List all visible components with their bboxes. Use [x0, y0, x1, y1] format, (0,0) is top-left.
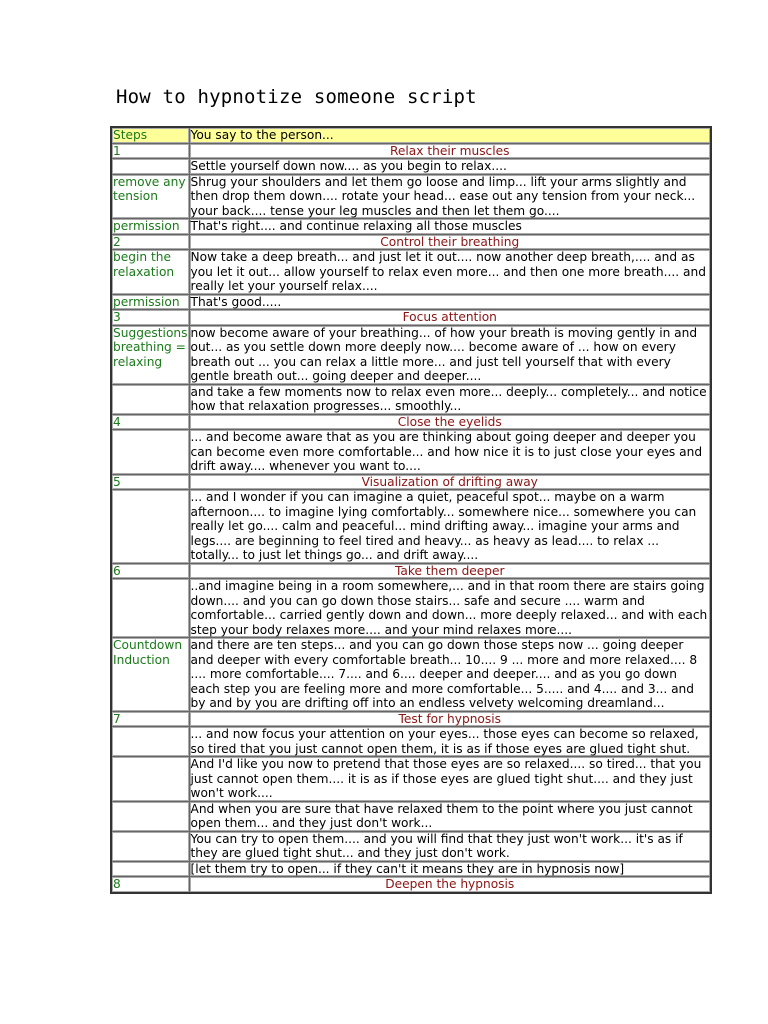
table-row — [111, 174, 711, 219]
script-text: Settle yourself down now.... as you begin to relax.... — [189, 159, 711, 175]
script-text: That's right.... and continue relaxing all those muscles — [189, 219, 711, 235]
step-cell — [111, 159, 189, 175]
table-row — [111, 861, 711, 877]
table-row — [111, 325, 711, 384]
script-text: and take a few moments now to relax even more... deeply... completely... and notice how that relaxation progresses... smoothly... — [189, 384, 711, 414]
section-title: Close the eyelids — [189, 414, 711, 430]
step-cell: Suggestions breathing = relaxing — [111, 325, 189, 384]
section-row — [111, 310, 711, 326]
step-cell — [111, 801, 189, 831]
step-cell: begin the relaxation — [111, 250, 189, 295]
script-table-body — [111, 127, 711, 893]
script-text: That's good..... — [189, 294, 711, 310]
step-cell: 6 — [111, 563, 189, 579]
script-text: ... and now focus your attention on your eyes... those eyes can become so relaxed, so tired that you just cannot open them, it is as if those eyes are glued tight shut. — [189, 727, 711, 757]
step-cell — [111, 861, 189, 877]
script-table — [110, 126, 712, 894]
table-row — [111, 490, 711, 564]
table-row — [111, 384, 711, 414]
step-cell — [111, 430, 189, 475]
page-title: How to hypnotize someone script — [116, 86, 477, 108]
step-cell — [111, 831, 189, 861]
script-text: Now take a deep breath... and just let it out.... now another deep breath,.... and as you let it out... allow yourself to relax even more... and then one more breath.... and really let your yourself relax.... — [189, 250, 711, 295]
step-cell: 8 — [111, 877, 189, 893]
step-cell — [111, 490, 189, 564]
table-row — [111, 219, 711, 235]
steps-header: Steps — [111, 127, 189, 143]
script-text: ... and I wonder if you can imagine a quiet, peaceful spot... maybe on a warm afternoon.... to imagine lying comfortably... somewhere nice... somewhere you can really let go.... calm and peaceful... mind drifting away... imagine your arms and legs.... are beginning to feel tired and heavy... as heavy as lead.... to relax ... totally... to just let things go... and drift away.... — [189, 490, 711, 564]
section-title: Focus attention — [189, 310, 711, 326]
table-header-row — [111, 127, 711, 143]
section-title: Relax their muscles — [189, 143, 711, 159]
section-title: Test for hypnosis — [189, 711, 711, 727]
step-cell: 2 — [111, 234, 189, 250]
section-row — [111, 563, 711, 579]
section-row — [111, 143, 711, 159]
script-text: ..and imagine being in a room somewhere,... and in that room there are stairs going down.... and you can go down those stairs... safe and secure .... warm and comfortable... carried gently down and down... more deeply relaxed... and with each step your body relaxes more.... and your mind relaxes more.... — [189, 579, 711, 638]
step-cell: 5 — [111, 474, 189, 490]
step-cell: permission — [111, 219, 189, 235]
step-cell — [111, 384, 189, 414]
script-text: Shrug your shoulders and let them go loose and limp... lift your arms slightly and then drop them down.... rotate your head... ease out any tension from your neck... your back.... tense your leg muscles and then let them go.... — [189, 174, 711, 219]
section-title: Take them deeper — [189, 563, 711, 579]
step-cell: 3 — [111, 310, 189, 326]
script-text: and there are ten steps... and you can go down those steps now ... going deeper and deeper with every comfortable breath... 10.... 9 ... more and more relaxed.... 8 .... more comfortable.... 7.... and 6.... deeper and deeper.... and as you go down each step you are feeling more and more comfortable... 5..... and 4.... and 3... and by and by you are drifting off into an endless velvety welcoming dreamland... — [189, 638, 711, 712]
section-title: Control their breathing — [189, 234, 711, 250]
table-row — [111, 638, 711, 712]
script-text: [let them try to open... if they can't it means they are in hypnosis now] — [189, 861, 711, 877]
table-row — [111, 801, 711, 831]
section-row — [111, 474, 711, 490]
step-cell — [111, 757, 189, 802]
table-row — [111, 250, 711, 295]
table-row — [111, 430, 711, 475]
table-row — [111, 757, 711, 802]
step-cell: Countdown Induction — [111, 638, 189, 712]
step-cell — [111, 579, 189, 638]
say-header: You say to the person... — [189, 127, 711, 143]
section-row — [111, 711, 711, 727]
step-cell: remove any tension — [111, 174, 189, 219]
step-cell: 7 — [111, 711, 189, 727]
step-cell: 4 — [111, 414, 189, 430]
section-row — [111, 234, 711, 250]
script-text: And I'd like you now to pretend that those eyes are so relaxed.... so tired... that you just cannot open them.... it is as if those eyes are glued tight shut.... and they just won't work.... — [189, 757, 711, 802]
table-row — [111, 579, 711, 638]
script-text: And when you are sure that have relaxed them to the point where you just cannot open them... and they just don't work... — [189, 801, 711, 831]
step-cell — [111, 727, 189, 757]
table-row — [111, 831, 711, 861]
section-row — [111, 414, 711, 430]
table-row — [111, 294, 711, 310]
script-text: now become aware of your breathing... of how your breath is moving gently in and out... as you settle down more deeply now.... become aware of ... how on every breath out ... you can relax a little more... and just tell yourself that with every gentle breath out... going deeper and deeper.... — [189, 325, 711, 384]
section-row — [111, 877, 711, 893]
step-cell: 1 — [111, 143, 189, 159]
table-row — [111, 159, 711, 175]
script-text: You can try to open them.... and you will find that they just won't work... it's as if they are glued tight shut... and they just don't work. — [189, 831, 711, 861]
step-cell: permission — [111, 294, 189, 310]
table-row — [111, 727, 711, 757]
section-title: Visualization of drifting away — [189, 474, 711, 490]
section-title: Deepen the hypnosis — [189, 877, 711, 893]
script-text: ... and become aware that as you are thinking about going deeper and deeper you can become even more comfortable... and how nice it is to just close your eyes and drift away.... whenever you want to.... — [189, 430, 711, 475]
